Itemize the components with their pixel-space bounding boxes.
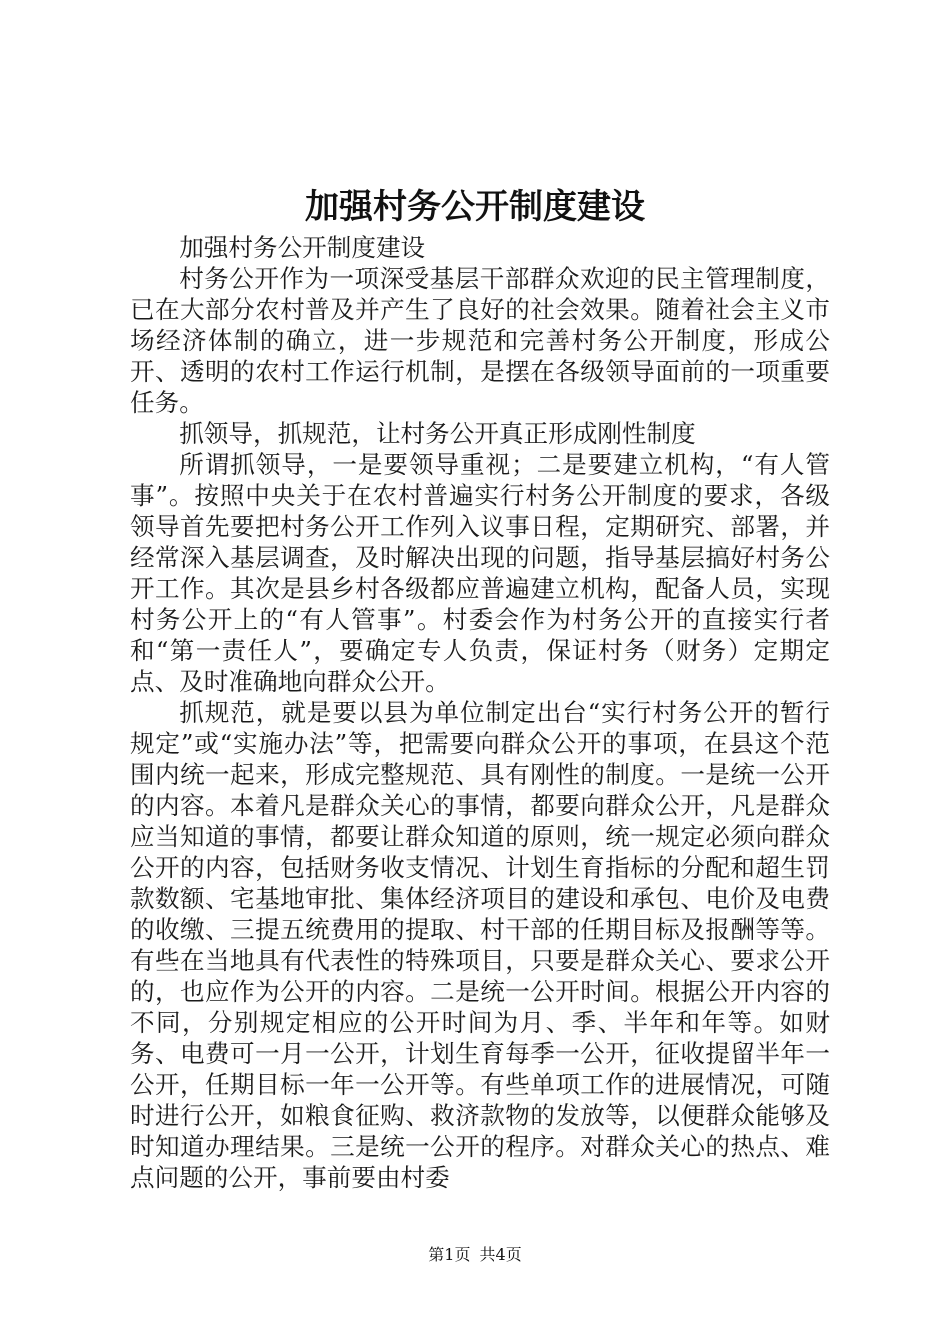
paragraph-leadership: 所谓抓领导，一是要领导重视；二是要建立机构，“有人管事”。按照中央关于在农村普遍实行村务公开制度的要求，各级领导首先要把村务公开工作列入议事日程，定期研究、部署，并经常深入基层调查，及时解决出现的问题，指导基层搞好村务公开工作。其次是县乡村各级都应普遍建立机构，配备人员，实现村务公开上的“有人管事”。村委会作为村务公开的直接实行者和“第一责任人”，要确定专人负责，保证村务（财务）定期定点、及时准确地向群众公开。 [130, 450, 830, 696]
paragraph-intro: 村务公开作为一项深受基层干部群众欢迎的民主管理制度，已在大部分农村普及并产生了良好的社会效果。随着社会主义市场经济体制的确立，进一步规范和完善村务公开制度，形成公开、透明的农村工作运行机制，是摆在各级领导面前的一项重要任务。 [130, 264, 830, 417]
page-total: 共4页 [479, 1245, 522, 1264]
document-title: 加强村务公开制度建设 [305, 187, 645, 227]
paragraph-subtitle: 加强村务公开制度建设 [179, 233, 426, 262]
page-number: 第1页 [428, 1245, 471, 1264]
page-footer [0, 1244, 950, 1266]
document-body [130, 232, 830, 1193]
paragraph-heading: 抓领导，抓规范，让村务公开真正形成刚性制度 [179, 419, 696, 448]
paragraph-standardization: 抓规范，就是要以县为单位制定出台“实行村务公开的暂行规定”或“实施办法”等，把需要向群众公开的事项，在县这个范围内统一起来，形成完整规范、具有刚性的制度。一是统一公开的内容。本着凡是群众关心的事情，都要向群众公开，凡是群众应当知道的事情，都要让群众知道的原则，统一规定必须向群众公开的内容，包括财务收支情况、计划生育指标的分配和超生罚款数额、宅基地审批、集体经济项目的建设和承包、电价及电费的收缴、三提五统费用的提取、村干部的任期目标及报酬等等。有些在当地具有代表性的特殊项目，只要是群众关心、要求公开的，也应作为公开的内容。二是统一公开时间。根据公开内容的不同，分别规定相应的公开时间为月、季、半年和年等。如财务、电费可一月一公开，计划生育每季一公开，征收提留半年一公开，任期目标一年一公开等。有些单项工作的进展情况，可随时进行公开，如粮食征购、救济款物的发放等，以便群众能够及时知道办理结果。三是统一公开的程序。对群众关心的热点、难点问题的公开，事前要由村委 [130, 698, 830, 1192]
